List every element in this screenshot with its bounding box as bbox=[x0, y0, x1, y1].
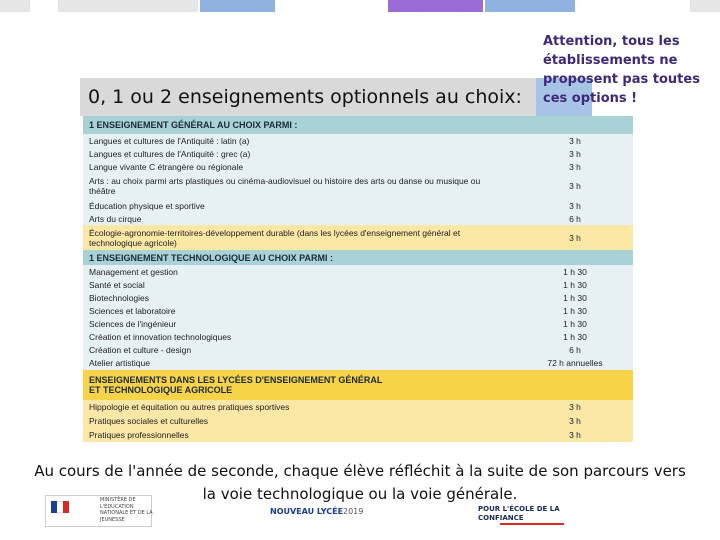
page-title: 0, 1 ou 2 enseignements optionnels au choix: bbox=[88, 86, 522, 108]
option-label: Création et culture - design bbox=[89, 344, 192, 355]
option-label: Arts du cirque bbox=[89, 213, 142, 224]
option-hours: 3 h bbox=[569, 416, 581, 426]
table-row bbox=[83, 147, 633, 161]
options-table bbox=[83, 116, 633, 442]
option-hours: 3 h bbox=[569, 430, 581, 440]
option-hours: 3 h bbox=[569, 135, 581, 146]
table-row bbox=[83, 356, 633, 371]
option-label: Management et gestion bbox=[89, 266, 178, 277]
table-row bbox=[83, 428, 633, 442]
section-header-general: 1 ENSEIGNEMENT GÉNÉRAL AU CHOIX PARMI : bbox=[83, 116, 633, 134]
option-label: Éducation physique et sportive bbox=[89, 200, 205, 211]
option-hours: 1 h 30 bbox=[563, 318, 587, 329]
table-row bbox=[83, 291, 633, 305]
option-label: Langues et cultures de l'Antiquité : grec (a) bbox=[89, 148, 251, 159]
table-row bbox=[83, 173, 633, 200]
option-hours: 6 h bbox=[569, 213, 581, 224]
option-hours: 3 h bbox=[569, 232, 581, 243]
option-label: Sciences et laboratoire bbox=[89, 305, 176, 316]
top-bar-blue-right bbox=[485, 0, 575, 12]
table-row bbox=[83, 199, 633, 213]
option-label: Santé et social bbox=[89, 279, 145, 290]
caption: Au cours de l'année de seconde, chaque élève réfléchit à la suite de son parcours vers la voie technologique ou la voie générale. bbox=[34, 462, 686, 503]
table-row bbox=[83, 225, 633, 251]
ecole-confiance-logo: POUR L'ÉCOLE DE LA CONFIANCE bbox=[478, 505, 560, 522]
option-label: Écologie-agronomie-territoires-développement durable (dans les lycées d'enseignement général et technologique agricole) bbox=[89, 227, 461, 248]
option-hours: 1 h 30 bbox=[563, 266, 587, 277]
table-row bbox=[83, 304, 633, 318]
option-hours: 3 h bbox=[569, 148, 581, 159]
option-label: Pratiques professionnelles bbox=[89, 430, 189, 440]
nouveau-lycee-year: 2019 bbox=[343, 507, 364, 516]
table-row bbox=[83, 317, 633, 331]
flag-icon bbox=[51, 501, 69, 513]
option-hours: 6 h bbox=[569, 344, 581, 355]
table-row bbox=[83, 160, 633, 174]
top-bar-grey-left bbox=[0, 0, 30, 12]
option-label: Sciences de l'ingénieur bbox=[89, 318, 177, 329]
option-hours: 1 h 30 bbox=[563, 331, 587, 342]
table-row bbox=[83, 330, 633, 344]
option-label: Langue vivante C étrangère ou régionale bbox=[89, 161, 244, 172]
top-bar-grey bbox=[58, 0, 198, 12]
table-row bbox=[83, 265, 633, 279]
warning-note: Attention, tous les établissements ne proposent pas toutes ces options ! bbox=[543, 34, 700, 106]
table-row bbox=[83, 134, 633, 148]
option-label: Atelier artistique bbox=[89, 358, 150, 368]
option-hours: 3 h bbox=[569, 402, 581, 412]
option-hours: 3 h bbox=[569, 161, 581, 172]
option-hours: 1 h 30 bbox=[563, 279, 587, 290]
table-row bbox=[83, 414, 633, 429]
option-hours: 3 h bbox=[569, 181, 581, 191]
option-label: Création et innovation technologiques bbox=[89, 331, 232, 342]
option-label: Pratiques sociales et culturelles bbox=[89, 416, 209, 426]
option-label: Arts : au choix parmi arts plastiques ou cinéma-audiovisuel ou histoire des arts ou danse ou musique ou théâtre bbox=[89, 176, 481, 196]
option-label: Biotechnologies bbox=[89, 292, 150, 303]
ecole-underline bbox=[500, 523, 564, 525]
option-hours: 72 h annuelles bbox=[547, 358, 603, 368]
section-header-technological: 1 ENSEIGNEMENT TECHNOLOGIQUE AU CHOIX PARMI : bbox=[83, 250, 633, 265]
top-bar-blue bbox=[200, 0, 275, 12]
option-hours: 1 h 30 bbox=[563, 305, 587, 316]
ministry-label: MINISTÈRE DE L'ÉDUCATION NATIONALE ET DE LA JEUNESSE bbox=[100, 497, 153, 523]
option-hours: 3 h bbox=[569, 200, 581, 211]
option-label: Hippologie et équitation ou autres pratiques sportives bbox=[89, 402, 290, 412]
option-hours: 1 h 30 bbox=[563, 292, 587, 303]
table-row bbox=[83, 212, 633, 226]
top-bar-purple bbox=[388, 0, 483, 12]
option-label: Langues et cultures de l'Antiquité : latin (a) bbox=[89, 135, 250, 146]
table-row bbox=[83, 400, 633, 415]
table-row bbox=[83, 343, 633, 357]
nouveau-lycee-logo: NOUVEAU LYCÉE bbox=[270, 507, 344, 516]
top-bar-grey-right bbox=[690, 0, 720, 12]
section-header-agricultural: ENSEIGNEMENTS DANS LES LYCÉES D'ENSEIGNEMENT GÉNÉRAL ET TECHNOLOGIQUE AGRICOLE bbox=[83, 370, 633, 400]
table-row bbox=[83, 278, 633, 292]
